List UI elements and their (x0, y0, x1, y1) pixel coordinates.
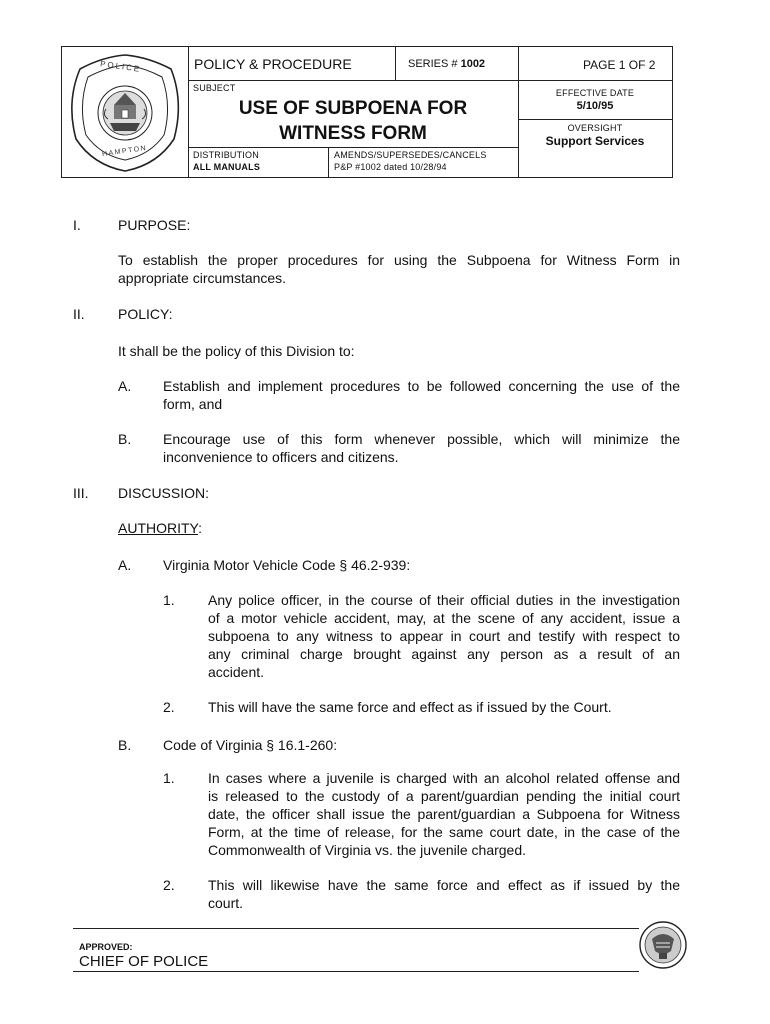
paragraph-line: appropriate circumstances. (118, 270, 287, 286)
amends-label: AMENDS/SUPERSEDES/CANCELS (334, 150, 487, 160)
effective-date-label: EFFECTIVE DATE (555, 88, 635, 98)
section-1-paragraph (118, 251, 680, 287)
section-3-b-number: B. (118, 737, 132, 753)
section-3-title: DISCUSSION: (118, 485, 210, 501)
police-badge-logo (62, 47, 189, 177)
section-2-a-text (163, 377, 680, 413)
distribution-value: ALL MANUALS (193, 162, 261, 172)
subject-title (188, 96, 518, 146)
section-3-a1-text (208, 591, 680, 681)
document-header (61, 46, 673, 178)
paragraph-line: Commonwealth of Virginia vs. the juvenile charged. (208, 842, 527, 858)
policy-procedure-title: POLICY & PROCEDURE (194, 56, 352, 72)
subject-title-line2: WITNESS FORM (279, 123, 427, 144)
paragraph-line: court. (208, 895, 244, 911)
distribution-label: DISTRIBUTION (193, 150, 259, 160)
series-label: SERIES # (408, 58, 461, 70)
section-3-a2-number: 2. (163, 699, 175, 715)
section-1-number: I. (73, 217, 81, 233)
section-2-b-number: B. (118, 431, 132, 447)
paragraph-line: is released to the custody of a parent/guardian pending the initial court (208, 788, 680, 804)
paragraph-line: date, the officer shall issue the parent/guardian a Subpoena for Witness (208, 806, 680, 822)
section-3-b1-number: 1. (163, 770, 175, 786)
effective-date-value: 5/10/95 (576, 100, 614, 112)
series-cell (408, 58, 485, 70)
section-3-number: III. (73, 485, 89, 501)
paragraph-line: Any police officer, in the course of their official duties in the investigation (208, 592, 680, 608)
section-2-a-number: A. (118, 378, 132, 394)
paragraph-line: This will likewise have the same force and effect as if issued by the (208, 877, 680, 893)
section-3-a1-number: 1. (163, 592, 175, 608)
section-3-b2-text (208, 876, 680, 912)
series-number: 1002 (460, 58, 486, 70)
footer-rule-bottom (73, 971, 639, 972)
section-2-title: POLICY: (118, 306, 173, 322)
approved-by: CHIEF OF POLICE (79, 953, 209, 970)
amends-value: P&P #1002 dated 10/28/94 (334, 162, 447, 172)
oversight-label: OVERSIGHT (567, 123, 623, 133)
footer-rule-top (73, 928, 639, 929)
state-seal-logo (638, 917, 688, 973)
paragraph-line: Encourage use of this form whenever possible, which will minimize the (163, 431, 680, 447)
section-2-number: II. (73, 306, 85, 322)
oversight-value: Support Services (545, 134, 645, 148)
paragraph-line: subpoena to any witness to appear in court and testify with respect to (208, 628, 680, 644)
section-1-title: PURPOSE: (118, 217, 191, 233)
section-2-intro: It shall be the policy of this Division to: (118, 343, 355, 359)
badge-text-bottom: HAMPTON (101, 144, 148, 159)
page-number: PAGE 1 OF 2 (583, 58, 656, 72)
section-3-b2-number: 2. (163, 877, 175, 893)
subject-label: SUBJECT (193, 83, 236, 93)
paragraph-line: Form, at the time of release, for the same court date, in the case of the (208, 824, 680, 840)
paragraph-line: accident. (208, 664, 265, 680)
section-2-b-text (163, 430, 680, 466)
authority-colon: : (198, 520, 203, 536)
paragraph-line: form, and (163, 396, 223, 412)
section-3-a-number: A. (118, 557, 132, 573)
paragraph-line: inconvenience to officers and citizens. (163, 449, 399, 465)
paragraph-line: any criminal charge brought against any person as a result of an (208, 646, 680, 662)
section-3-b1-text (208, 769, 680, 859)
section-3-a2-text: This will have the same force and effect as if issued by the Court. (208, 699, 612, 715)
section-3-a-title: Virginia Motor Vehicle Code § 46.2-939: (163, 557, 411, 573)
paragraph-line: To establish the proper procedures for using the Subpoena for Witness Form in (118, 252, 680, 268)
seal-icon (638, 917, 688, 973)
authority-label: AUTHORITY (118, 520, 199, 536)
approved-label: APPROVED: (79, 942, 133, 952)
section-3-b-title: Code of Virginia § 16.1-260: (163, 737, 338, 753)
paragraph-line: In cases where a juvenile is charged with an alcohol related offense and (208, 770, 680, 786)
paragraph-line: Establish and implement procedures to be followed concerning the use of the (163, 378, 680, 394)
badge-text-top: POLICE (99, 59, 142, 74)
paragraph-line: of a motor vehicle accident, may, at the scene of any accident, issue a (208, 610, 680, 626)
authority-heading (118, 519, 202, 537)
subject-title-line1: USE OF SUBPOENA FOR (238, 98, 468, 119)
